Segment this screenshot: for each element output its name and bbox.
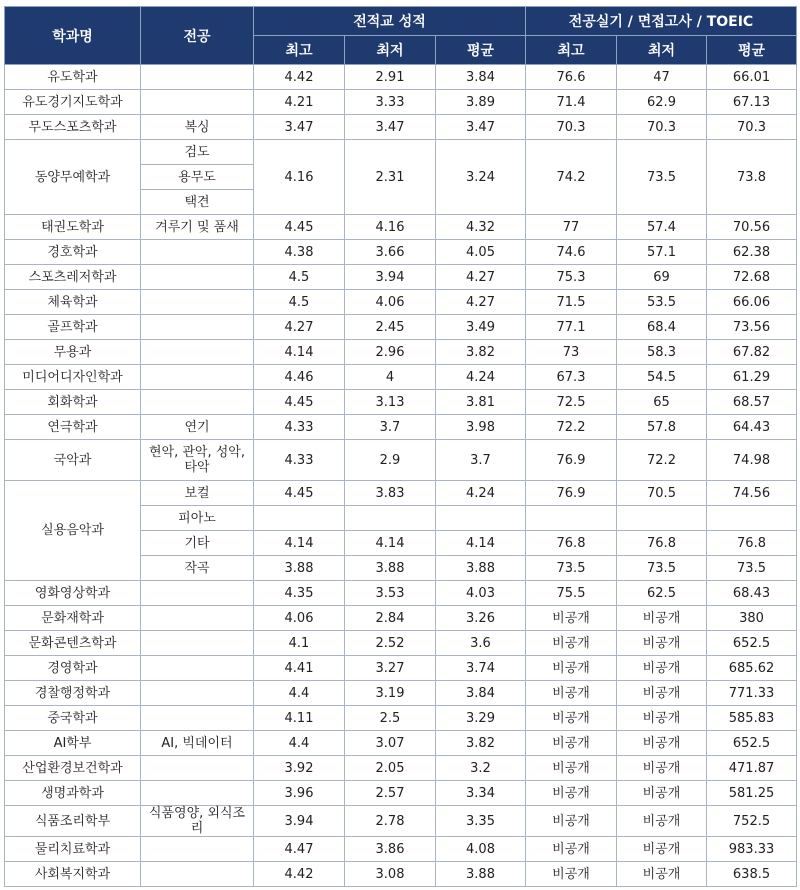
practical-cell: 73 — [526, 340, 617, 365]
grade-cell: 4.16 — [254, 140, 345, 215]
grade-cell: 3.29 — [436, 706, 526, 731]
major-cell: 보컬 — [141, 481, 254, 506]
grade-cell: 4.46 — [254, 365, 345, 390]
practical-cell: 76.9 — [526, 440, 617, 481]
grade-cell: 4.05 — [436, 240, 526, 265]
grade-cell: 4.27 — [254, 315, 345, 340]
major-cell — [141, 706, 254, 731]
table-row — [5, 315, 797, 340]
practical-cell — [617, 506, 707, 531]
practical-cell: 74.56 — [707, 481, 797, 506]
practical-cell: 비공개 — [526, 781, 617, 806]
grade-cell: 3.96 — [254, 781, 345, 806]
grade-cell: 4.42 — [254, 862, 345, 887]
grade-cell: 4.5 — [254, 265, 345, 290]
admission-score-table — [4, 6, 797, 887]
grade-cell: 3.26 — [436, 606, 526, 631]
major-cell — [141, 756, 254, 781]
dept-cell: 동양무예학과 — [5, 140, 141, 215]
grade-cell: 4.38 — [254, 240, 345, 265]
major-cell: 기타 — [141, 531, 254, 556]
grade-cell: 4.14 — [254, 531, 345, 556]
practical-cell: 73.56 — [707, 315, 797, 340]
practical-cell: 비공개 — [617, 656, 707, 681]
practical-cell: 70.3 — [617, 115, 707, 140]
major-cell — [141, 90, 254, 115]
practical-cell: 66.06 — [707, 290, 797, 315]
practical-cell: 73.5 — [526, 556, 617, 581]
grade-cell: 3.83 — [345, 481, 436, 506]
major-cell: 현악, 관악, 성악, 타악 — [141, 440, 254, 481]
practical-cell: 73.8 — [707, 140, 797, 215]
grade-cell: 3.94 — [254, 806, 345, 837]
practical-cell: 471.87 — [707, 756, 797, 781]
practical-cell: 76.9 — [526, 481, 617, 506]
header-major: 전공 — [141, 7, 254, 65]
dept-cell: 산업환경보건학과 — [5, 756, 141, 781]
practical-cell: 77.1 — [526, 315, 617, 340]
practical-cell: 62.5 — [617, 581, 707, 606]
dept-cell: 체육학과 — [5, 290, 141, 315]
dept-cell: 사회복지학과 — [5, 862, 141, 887]
table-row — [5, 631, 797, 656]
grade-cell: 3.27 — [345, 656, 436, 681]
practical-cell: 64.43 — [707, 415, 797, 440]
practical-cell: 75.5 — [526, 581, 617, 606]
major-cell: 검도 — [141, 140, 254, 165]
major-cell — [141, 365, 254, 390]
table-body — [5, 65, 797, 887]
major-cell — [141, 781, 254, 806]
grade-cell: 3.24 — [436, 140, 526, 215]
table-row — [5, 90, 797, 115]
major-cell — [141, 290, 254, 315]
grade-cell: 3.88 — [254, 556, 345, 581]
practical-cell: 57.1 — [617, 240, 707, 265]
grade-cell: 4.16 — [345, 215, 436, 240]
grade-cell — [254, 506, 345, 531]
practical-cell: 68.4 — [617, 315, 707, 340]
practical-cell: 76.8 — [707, 531, 797, 556]
practical-cell: 73.5 — [707, 556, 797, 581]
major-cell: 피아노 — [141, 506, 254, 531]
grade-cell: 3.89 — [436, 90, 526, 115]
header-max: 최고 — [526, 36, 617, 65]
practical-cell: 652.5 — [707, 731, 797, 756]
grade-cell: 3.47 — [345, 115, 436, 140]
practical-cell: 70.3 — [707, 115, 797, 140]
header-transfer-grades: 전적교 성적 — [254, 7, 526, 36]
grade-cell: 3.53 — [345, 581, 436, 606]
grade-cell: 2.78 — [345, 806, 436, 837]
grade-cell: 4.33 — [254, 440, 345, 481]
practical-cell: 비공개 — [526, 631, 617, 656]
table-row — [5, 440, 797, 481]
grade-cell: 3.82 — [436, 340, 526, 365]
practical-cell: 67.13 — [707, 90, 797, 115]
grade-cell: 3.6 — [436, 631, 526, 656]
grade-cell: 3.47 — [436, 115, 526, 140]
grade-cell: 4.14 — [345, 531, 436, 556]
practical-cell: 380 — [707, 606, 797, 631]
dept-cell: 경영학과 — [5, 656, 141, 681]
grade-cell: 4.21 — [254, 90, 345, 115]
practical-cell: 76.8 — [617, 531, 707, 556]
major-cell — [141, 390, 254, 415]
practical-cell: 비공개 — [617, 862, 707, 887]
practical-cell: 67.3 — [526, 365, 617, 390]
header-min: 최저 — [617, 36, 707, 65]
grade-cell: 4.33 — [254, 415, 345, 440]
practical-cell: 비공개 — [526, 656, 617, 681]
table-row — [5, 606, 797, 631]
grade-cell: 3.86 — [345, 837, 436, 862]
header-max: 최고 — [254, 36, 345, 65]
header-practical-interview-toeic: 전공실기 / 면접고사 / TOEIC — [526, 7, 797, 36]
grade-cell: 4.5 — [254, 290, 345, 315]
header-dept: 학과명 — [5, 7, 141, 65]
grade-cell: 3.84 — [436, 65, 526, 90]
table-row — [5, 390, 797, 415]
grade-cell: 2.05 — [345, 756, 436, 781]
grade-cell: 4.4 — [254, 681, 345, 706]
grade-cell — [345, 506, 436, 531]
table-row — [5, 756, 797, 781]
table-header — [5, 7, 797, 65]
grade-cell: 4.08 — [436, 837, 526, 862]
practical-cell: 비공개 — [526, 731, 617, 756]
major-cell — [141, 837, 254, 862]
practical-cell: 685.62 — [707, 656, 797, 681]
practical-cell: 54.5 — [617, 365, 707, 390]
major-cell — [141, 681, 254, 706]
grade-cell: 4.27 — [436, 290, 526, 315]
table-row — [5, 365, 797, 390]
practical-cell: 73.5 — [617, 140, 707, 215]
grade-cell: 3.84 — [436, 681, 526, 706]
practical-cell: 비공개 — [617, 731, 707, 756]
practical-cell: 72.5 — [526, 390, 617, 415]
grade-cell: 3.07 — [345, 731, 436, 756]
major-cell: 작곡 — [141, 556, 254, 581]
grade-cell: 4.24 — [436, 365, 526, 390]
practical-cell: 71.5 — [526, 290, 617, 315]
dept-cell: 식품조리학부 — [5, 806, 141, 837]
dept-cell: 경찰행정학과 — [5, 681, 141, 706]
major-cell — [141, 65, 254, 90]
grade-cell: 3.94 — [345, 265, 436, 290]
table-row — [5, 65, 797, 90]
table-row — [5, 290, 797, 315]
table-row — [5, 681, 797, 706]
table-row — [5, 140, 797, 165]
practical-cell: 74.98 — [707, 440, 797, 481]
practical-cell: 비공개 — [526, 806, 617, 837]
grade-cell: 3.98 — [436, 415, 526, 440]
practical-cell: 70.5 — [617, 481, 707, 506]
grade-cell: 2.31 — [345, 140, 436, 215]
practical-cell: 73.5 — [617, 556, 707, 581]
grade-cell: 4.45 — [254, 390, 345, 415]
table-row — [5, 340, 797, 365]
practical-cell: 비공개 — [617, 806, 707, 837]
dept-cell: 골프학과 — [5, 315, 141, 340]
table-row — [5, 115, 797, 140]
dept-cell: 국악과 — [5, 440, 141, 481]
practical-cell: 652.5 — [707, 631, 797, 656]
dept-cell: 무용과 — [5, 340, 141, 365]
practical-cell: 71.4 — [526, 90, 617, 115]
grade-cell: 4.24 — [436, 481, 526, 506]
grade-cell: 4.45 — [254, 481, 345, 506]
grade-cell: 3.34 — [436, 781, 526, 806]
grade-cell: 3.66 — [345, 240, 436, 265]
practical-cell: 771.33 — [707, 681, 797, 706]
grade-cell: 2.5 — [345, 706, 436, 731]
table-row — [5, 215, 797, 240]
grade-cell: 4.1 — [254, 631, 345, 656]
practical-cell: 68.43 — [707, 581, 797, 606]
practical-cell: 69 — [617, 265, 707, 290]
practical-cell — [526, 506, 617, 531]
practical-cell: 74.6 — [526, 240, 617, 265]
dept-cell: 영화영상학과 — [5, 581, 141, 606]
table-row — [5, 862, 797, 887]
major-cell — [141, 581, 254, 606]
grade-cell: 3.82 — [436, 731, 526, 756]
table-row — [5, 806, 797, 837]
dept-cell: 미디어디자인학과 — [5, 365, 141, 390]
dept-cell: 경호학과 — [5, 240, 141, 265]
dept-cell: 중국학과 — [5, 706, 141, 731]
practical-cell: 72.68 — [707, 265, 797, 290]
grade-cell: 3.47 — [254, 115, 345, 140]
major-cell: AI, 빅데이터 — [141, 731, 254, 756]
major-cell — [141, 862, 254, 887]
grade-cell: 3.74 — [436, 656, 526, 681]
grade-cell: 3.88 — [345, 556, 436, 581]
practical-cell: 57.8 — [617, 415, 707, 440]
practical-cell: 70.56 — [707, 215, 797, 240]
table-row — [5, 240, 797, 265]
grade-cell: 2.9 — [345, 440, 436, 481]
grade-cell: 4.03 — [436, 581, 526, 606]
major-cell: 연기 — [141, 415, 254, 440]
dept-cell: 회화학과 — [5, 390, 141, 415]
practical-cell: 57.4 — [617, 215, 707, 240]
major-cell — [141, 606, 254, 631]
grade-cell: 4.14 — [254, 340, 345, 365]
grade-cell: 4.32 — [436, 215, 526, 240]
practical-cell: 76.6 — [526, 65, 617, 90]
practical-cell: 비공개 — [617, 837, 707, 862]
grade-cell — [436, 506, 526, 531]
practical-cell: 581.25 — [707, 781, 797, 806]
grade-cell: 3.49 — [436, 315, 526, 340]
grade-cell: 3.19 — [345, 681, 436, 706]
major-cell — [141, 656, 254, 681]
dept-cell: 연극학과 — [5, 415, 141, 440]
practical-cell: 638.5 — [707, 862, 797, 887]
practical-cell: 75.3 — [526, 265, 617, 290]
header-min: 최저 — [345, 36, 436, 65]
practical-cell: 58.3 — [617, 340, 707, 365]
practical-cell: 53.5 — [617, 290, 707, 315]
grade-cell: 4.06 — [254, 606, 345, 631]
practical-cell: 76.8 — [526, 531, 617, 556]
practical-cell: 비공개 — [617, 631, 707, 656]
table-row — [5, 731, 797, 756]
dept-cell: 물리치료학과 — [5, 837, 141, 862]
grade-cell: 2.57 — [345, 781, 436, 806]
practical-cell: 비공개 — [617, 681, 707, 706]
grade-cell: 2.84 — [345, 606, 436, 631]
grade-cell: 4.27 — [436, 265, 526, 290]
major-cell: 복싱 — [141, 115, 254, 140]
practical-cell: 66.01 — [707, 65, 797, 90]
grade-cell: 3.92 — [254, 756, 345, 781]
practical-cell: 비공개 — [617, 756, 707, 781]
dept-cell: 무도스포츠학과 — [5, 115, 141, 140]
dept-cell: 생명과학과 — [5, 781, 141, 806]
practical-cell: 62.38 — [707, 240, 797, 265]
practical-cell: 752.5 — [707, 806, 797, 837]
table-row — [5, 481, 797, 506]
practical-cell: 77 — [526, 215, 617, 240]
grade-cell: 3.88 — [436, 862, 526, 887]
header-avg: 평균 — [707, 36, 797, 65]
major-cell — [141, 631, 254, 656]
grade-cell: 2.96 — [345, 340, 436, 365]
grade-cell: 3.2 — [436, 756, 526, 781]
practical-cell: 70.3 — [526, 115, 617, 140]
dept-cell: 문화콘텐츠학과 — [5, 631, 141, 656]
practical-cell: 61.29 — [707, 365, 797, 390]
grade-cell: 3.88 — [436, 556, 526, 581]
table-row — [5, 265, 797, 290]
major-cell — [141, 315, 254, 340]
grade-cell: 4.4 — [254, 731, 345, 756]
grade-cell: 4.06 — [345, 290, 436, 315]
major-cell — [141, 340, 254, 365]
grade-cell: 2.45 — [345, 315, 436, 340]
header-avg: 평균 — [436, 36, 526, 65]
practical-cell: 47 — [617, 65, 707, 90]
grade-cell: 4.35 — [254, 581, 345, 606]
dept-cell: 유도학과 — [5, 65, 141, 90]
grade-cell: 4.14 — [436, 531, 526, 556]
grade-cell: 4 — [345, 365, 436, 390]
major-cell — [141, 240, 254, 265]
practical-cell: 비공개 — [617, 706, 707, 731]
dept-cell: AI학부 — [5, 731, 141, 756]
practical-cell: 983.33 — [707, 837, 797, 862]
grade-cell: 3.35 — [436, 806, 526, 837]
practical-cell: 비공개 — [526, 706, 617, 731]
dept-cell: 유도경기지도학과 — [5, 90, 141, 115]
practical-cell: 585.83 — [707, 706, 797, 731]
grade-cell: 4.41 — [254, 656, 345, 681]
table-row — [5, 706, 797, 731]
grade-cell: 3.13 — [345, 390, 436, 415]
dept-cell: 문화재학과 — [5, 606, 141, 631]
major-cell: 택견 — [141, 190, 254, 215]
grade-cell: 4.45 — [254, 215, 345, 240]
table-row — [5, 656, 797, 681]
practical-cell: 비공개 — [617, 606, 707, 631]
grade-cell: 2.52 — [345, 631, 436, 656]
major-cell: 겨루기 및 품새 — [141, 215, 254, 240]
practical-cell: 비공개 — [526, 606, 617, 631]
major-cell — [141, 265, 254, 290]
dept-cell: 실용음악과 — [5, 481, 141, 581]
grade-cell: 3.7 — [345, 415, 436, 440]
practical-cell: 62.9 — [617, 90, 707, 115]
grade-cell: 4.47 — [254, 837, 345, 862]
practical-cell: 65 — [617, 390, 707, 415]
table-row — [5, 781, 797, 806]
grade-cell: 2.91 — [345, 65, 436, 90]
major-cell: 용무도 — [141, 165, 254, 190]
practical-cell — [707, 506, 797, 531]
practical-cell: 68.57 — [707, 390, 797, 415]
major-cell: 식품영양, 외식조리 — [141, 806, 254, 837]
practical-cell: 74.2 — [526, 140, 617, 215]
grade-cell: 3.08 — [345, 862, 436, 887]
grade-cell: 3.33 — [345, 90, 436, 115]
practical-cell: 비공개 — [526, 862, 617, 887]
table-row — [5, 415, 797, 440]
grade-cell: 3.7 — [436, 440, 526, 481]
practical-cell: 72.2 — [526, 415, 617, 440]
practical-cell: 비공개 — [617, 781, 707, 806]
dept-cell: 스포츠레저학과 — [5, 265, 141, 290]
dept-cell: 태권도학과 — [5, 215, 141, 240]
grade-cell: 4.42 — [254, 65, 345, 90]
practical-cell: 67.82 — [707, 340, 797, 365]
table-row — [5, 837, 797, 862]
practical-cell: 72.2 — [617, 440, 707, 481]
grade-cell: 4.11 — [254, 706, 345, 731]
practical-cell: 비공개 — [526, 837, 617, 862]
grade-cell: 3.81 — [436, 390, 526, 415]
practical-cell: 비공개 — [526, 756, 617, 781]
practical-cell: 비공개 — [526, 681, 617, 706]
table-row — [5, 581, 797, 606]
